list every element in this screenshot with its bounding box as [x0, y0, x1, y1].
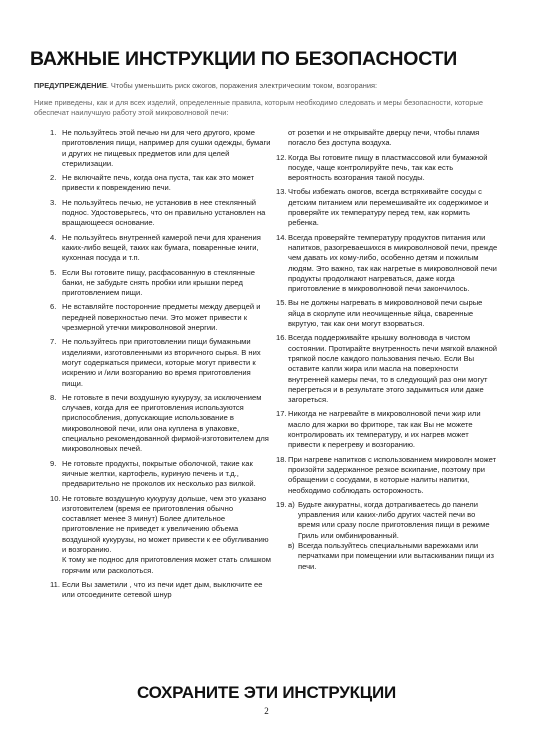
warning-text: . Чтобы уменьшить риск ожогов, поражения электрическим током, возгорания: — [106, 81, 378, 90]
instruction-item — [276, 500, 498, 572]
instruction-item — [276, 153, 498, 184]
instruction-item — [50, 173, 272, 194]
item-text: Не пользуйтесь этой печью ни для чего другого, кроме приготовления пищи, например для сушки одежды, бумаги и других не пищевых предметов или для целей стерилизации. — [62, 128, 271, 168]
item-number: 14. — [276, 232, 287, 242]
item-number: 8. — [50, 392, 57, 402]
instruction-item — [50, 198, 272, 229]
item-number: 15. — [276, 298, 287, 308]
item-text: Чтобы избежать ожогов, всегда встряхивайте сосуды с детским питанием или перемешивайте их содержимое и проверяйте их температуру перед тем, как кормить ребенка. — [288, 187, 489, 228]
item-text: Вы не должны нагревать в микроволновой печи сырые яйца в скорлупе или неочищенные яйца, сваренные вкрутую, так как они могут взорваться. — [288, 298, 483, 329]
item-number: 9. — [50, 458, 57, 468]
sub-item — [288, 500, 498, 541]
item-text: Не пользуйтесь внутренней камерой печи для хранения каких-либо вещей, таких как бумага, поваренные книги, кухонная посуда и т.п. — [62, 232, 261, 263]
intro-text: Ниже приведены, как и для всех изделий, определенные правила, которым необходимо следовать и меры безопасности, которые обеспечат наилучшую работу этой микроволновой печи: — [34, 98, 483, 117]
item-extra-text: К тому же поднос для приготовления может стать слишком горячим или расколоться. — [62, 555, 272, 575]
item-text: Когда Вы готовите пищу в пластмассовой или бумажной посуде, чаще контролируйте печь, так как есть вероятность возгорания такой посуды. — [288, 152, 488, 183]
item-text: Не готовьте продукты, покрытые оболочкой, такие как яичные желтки, картофель, куриную печень и т.д., предварительно не проколов их несколько раз вилкой. — [62, 458, 256, 489]
item-number: 6. — [50, 302, 57, 312]
item-number: 18. — [276, 454, 287, 464]
item-number: 5. — [50, 267, 57, 277]
page-number: 2 — [264, 706, 269, 716]
instruction-item — [50, 268, 272, 299]
item-number: 1. — [50, 128, 57, 137]
item-text: Не пользуйтесь при приготовлении пищи бумажными изделиями, изготовленными из вторичного сырья. В них могут содержаться примеси, которые могут привести к искрению и /или возгоранию во время приготовления пищи. — [62, 337, 261, 388]
item-number: 4. — [50, 232, 57, 242]
instruction-item — [276, 455, 498, 496]
instruction-item — [276, 409, 498, 450]
item-text: Никогда не нагревайте в микроволновой печи жир или масло для жарки во фритюре, так как Вы не можете контролировать их температуру, и их нагрев может привести к перегреву и возгоранию. — [288, 409, 481, 450]
item-number: 16. — [276, 333, 287, 343]
item-number: 17. — [276, 409, 287, 419]
item-text: Не готовьте воздушную кукурузу дольше, чем это указано изготовителем (время ее приготовления обычно составляет менее 3 минут) Более длительное приготовление не приведет к увеличению объема воздушной кукурузы, но может привести к ее обугливанию и возгоранию. — [62, 493, 269, 554]
sub-item-text: Всегда пользуйтесь специальными варежками или перчатками при помещении или вытаскивании пищи из печи. — [298, 540, 494, 571]
sub-item-text: Будьте аккуратны, когда дотрагиваетесь до панели управления или каких-либо других частей печи во время или сразу после приготовления пищи в режиме Гриль или омбинированный. — [298, 499, 490, 540]
instruction-item — [50, 393, 272, 455]
item-number: 3. — [50, 197, 57, 207]
item-number: 19. — [276, 499, 287, 509]
sub-item — [288, 541, 498, 572]
item-number: 12. — [276, 152, 287, 162]
item-text: Если Вы заметили , что из печи идет дым, выключите ее или отсоедините сетевой шнур — [62, 579, 263, 600]
instruction-item — [50, 128, 272, 169]
instruction-item — [50, 337, 272, 388]
sub-item-label: в) — [288, 540, 295, 550]
item-text: При нагреве напитков с использованием микроволн может произойти задержанное резкое вскипание, поэтому при обращении с сосудами, в которые налиты напитки, необходимо соблюдать осторожность. — [288, 454, 497, 495]
item-text: Если Вы готовите пищу, расфасованную в стеклянные банки, не забудьте снять пробки или крышки перед приготовлением пищи. — [62, 267, 255, 298]
sub-item-label: а) — [288, 499, 295, 509]
instruction-item — [50, 494, 272, 576]
item-text: Не пользуйтесь печью, не установив в нее стеклянный поднос. Удостоверьтесь, что он правильно установлен на вращающееся основание. — [62, 197, 266, 228]
item-number: 11. — [50, 579, 60, 589]
instruction-item — [50, 580, 272, 601]
instruction-continuation: от розетки и не открывайте дверцу печи, чтобы пламя погасло без доступа воздуха. — [288, 128, 480, 148]
right-column — [276, 128, 498, 576]
item-text: Не включайте печь, когда она пуста, так как это может привести к повреждению печи. — [62, 173, 255, 193]
item-number: 7. — [50, 337, 57, 347]
item-number: 2. — [50, 173, 57, 183]
instruction-item — [276, 187, 498, 228]
instruction-item — [276, 333, 498, 405]
item-text: Не вставляйте посторонние предметы между дверцей и передней поверхностью печи. Это может привести к чрезмерной утечки микроволновой энергии. — [62, 302, 261, 333]
item-text: Всегда проверяйте температуру продуктов питания или напитков, разогреваешихся в микроволновой печи, прежде чем давать их кому-либо, особенно детям и пожилым людям. Это важно, так как нагретые в микроволновой печи продукты продолжают нагреваться, даже когда приготовление в микроволновой печи закончилось. — [288, 232, 498, 294]
item-text: Не готовьте в печи воздушную кукурузу, за исключением случаев, когда для ее приготовления используются приспособления, допускающие использование в микроволновой печи, или она куплена в упаковке, специально рекомендованной фирмой-изготовителем для микроволновых печей. — [62, 392, 269, 454]
instruction-item — [50, 459, 272, 490]
item-text: Всегда поддерживайте крышку волновода в чистом состоянии. Протирайте внутренность печи мягкой влажной тряпкой после каждого пользования печью. Если Вы оставите капли жира или масла на поверхности внутренней камеры печи, то в следующий раз они могут перегреться и в результате этого задымиться или даже загореться. — [288, 333, 498, 405]
page-title: ВАЖНЫЕ ИНСТРУКЦИИ ПО БЕЗОПАСНОСТИ — [30, 48, 458, 70]
instruction-item — [50, 302, 272, 333]
save-instructions-heading: СОХРАНИТЕ ЭТИ ИНСТРУКЦИИ — [136, 683, 397, 702]
item-number: 10. — [50, 493, 61, 503]
warning-label: ПРЕДУПРЕЖДЕНИЕ — [34, 81, 107, 90]
warning-line — [34, 81, 504, 91]
instruction-item — [50, 233, 272, 264]
instruction-item — [276, 233, 498, 295]
left-column — [50, 128, 272, 604]
instruction-item — [276, 298, 498, 329]
item-number: 13. — [276, 187, 287, 197]
